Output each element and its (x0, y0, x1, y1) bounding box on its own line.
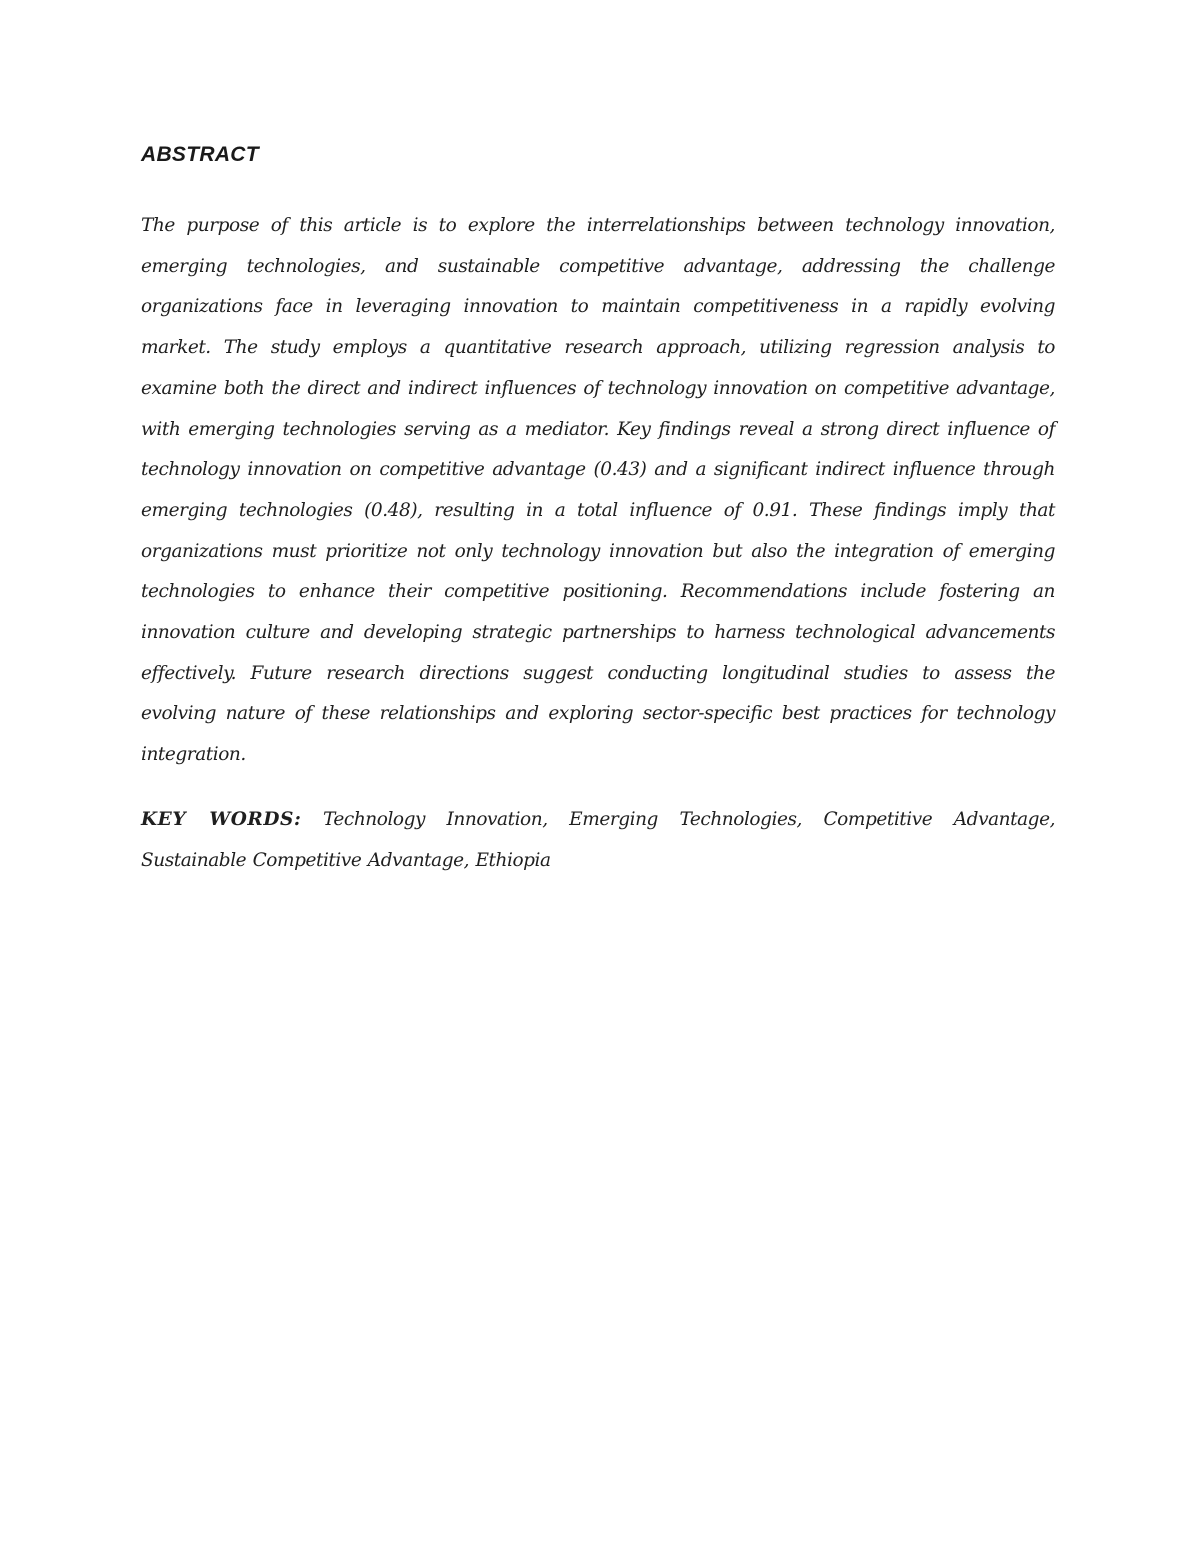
abstract-heading: ABSTRACT (141, 143, 259, 166)
keywords-text: Technology Innovation, Emerging Technologies, Competitive Advantage, Sustainable Competitive Advantage, Ethiopia (141, 809, 1056, 871)
abstract-body: The purpose of this article is to explore the interrelationships between technology innovation, emerging technologies, and sustainable competitive advantage, addressing the challenge organizations face in leveraging innovation to maintain competitiveness in a rapidly evolving market. The study employs a quantitative research approach, utilizing regression analysis to examine both the direct and indirect influences of technology innovation on competitive advantage, with emerging technologies serving as a mediator. Key findings reveal a strong direct influence of technology innovation on competitive advantage (0.43) and a significant indirect influence through emerging technologies (0.48), resulting in a total influence of 0.91. These findings imply that organizations must prioritize not only technology innovation but also the integration of emerging technologies to enhance their competitive positioning. Recommendations include fostering an innovation culture and developing strategic partnerships to harness technological advancements effectively. Future research directions suggest conducting longitudinal studies to assess the evolving nature of these relationships and exploring sector-specific best practices for technology integration. (141, 215, 1055, 766)
keywords-paragraph (141, 800, 1055, 881)
keywords-label: KEY WORDS: (141, 809, 302, 830)
